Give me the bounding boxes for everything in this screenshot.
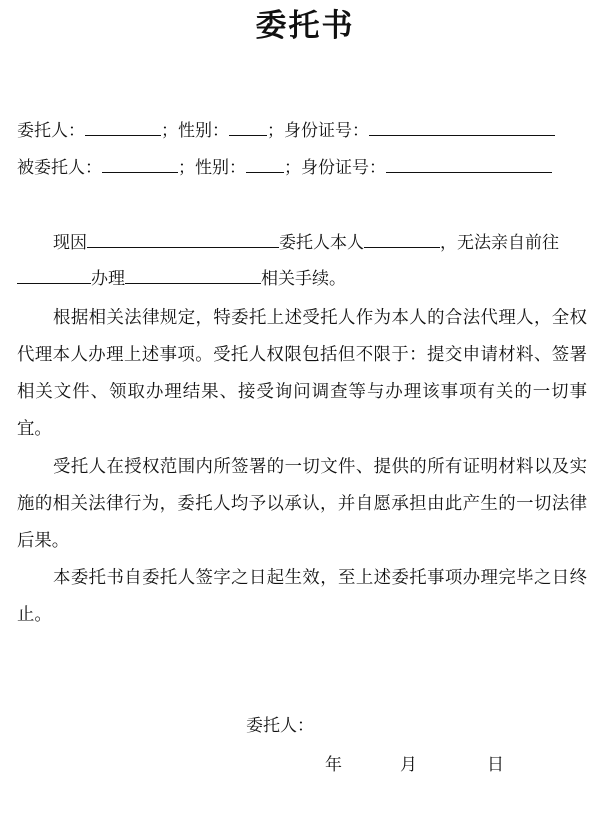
reason-cause-blank[interactable]	[364, 230, 440, 248]
principal-id-blank[interactable]	[369, 118, 555, 136]
principal-line	[17, 118, 555, 142]
principal-id-label: ；身份证号：	[267, 121, 369, 141]
liability-paragraph: 受托人在授权范围内所签署的一切文件、提供的所有证明材料以及实施的相关法律行为，委托人均予以承认，并自愿承担由此产生的一切法律后果。	[17, 457, 587, 551]
agent-label: 被委托人：	[17, 158, 102, 178]
reason-line2-mid: 办理	[91, 269, 125, 289]
reason-mid1: 委托人本人	[279, 233, 364, 253]
document-title: 委托书	[255, 8, 355, 44]
principal-label: 委托人：	[17, 121, 85, 141]
date-year: 年	[325, 755, 342, 775]
signature-label: 委托人：	[246, 716, 314, 736]
principal-gender-blank[interactable]	[229, 118, 267, 136]
reason-blank[interactable]	[87, 230, 279, 248]
reason-line-1	[53, 230, 559, 254]
reason-place-blank[interactable]	[17, 266, 91, 284]
principal-name-blank[interactable]	[85, 118, 161, 136]
agent-gender-blank[interactable]	[246, 155, 284, 173]
reason-matter-blank[interactable]	[125, 266, 261, 284]
agent-gender-label: ；性别：	[178, 158, 246, 178]
date-day: 日	[487, 755, 504, 775]
authority-paragraph: 根据相关法律规定，特委托上述受托人作为本人的合法代理人，全权代理本人办理上述事项。受托人权限包括但不限于：提交申请材料、签署相关文件、领取办理结果、接受询问调查等与办理该事项有关的一切事宜。	[17, 308, 587, 439]
agent-name-blank[interactable]	[102, 155, 178, 173]
reason-line-2	[17, 266, 346, 290]
agent-id-label: ；身份证号：	[284, 158, 386, 178]
reason-mid2: ，无法亲自前往	[440, 233, 559, 253]
agent-id-blank[interactable]	[386, 155, 552, 173]
reason-line2-end: 相关手续。	[261, 269, 346, 289]
reason-prefix: 现因	[53, 233, 87, 253]
principal-gender-label: ；性别：	[161, 121, 229, 141]
validity-paragraph: 本委托书自委托人签字之日起生效，至上述委托事项办理完毕之日终止。	[17, 568, 587, 625]
date-month: 月	[400, 755, 417, 775]
agent-line	[17, 155, 552, 179]
